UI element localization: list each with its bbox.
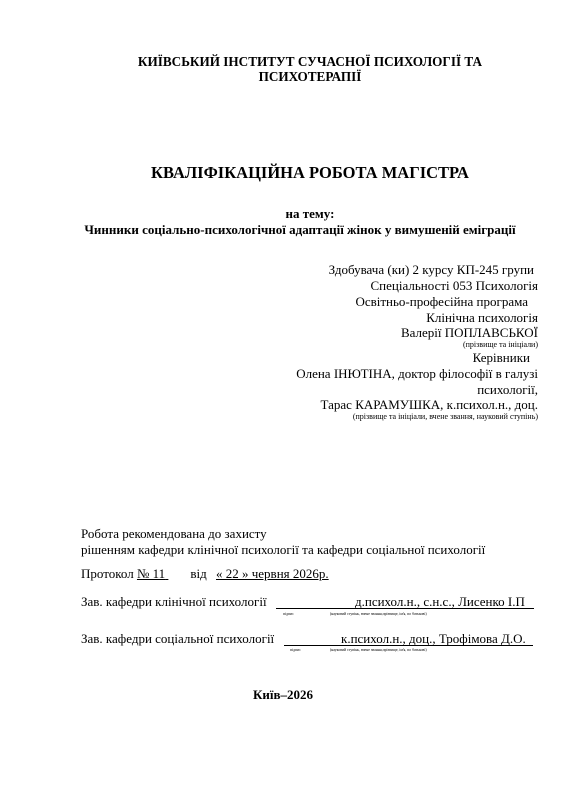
social-sign-note: підпис [290, 648, 301, 652]
supervisor-line-1: Олена ІНЮТІНА, доктор філософії в галузі [296, 366, 538, 381]
student-specialty-line: Спеціальності 053 Психологія [370, 278, 538, 293]
student-name: Валерії ПОПЛАВСЬКОЇ [400, 325, 538, 340]
recommendation-line-2: рішенням кафедри клінічної психології та кафедри соціальної психології [81, 542, 486, 557]
recommendation-line-1: Робота рекомендована до захисту [81, 526, 267, 541]
social-head-label: Зав. кафедри соціальної психології [81, 631, 275, 646]
clinical-rank-note: (науковий ступінь, вчене звання,прізвище, ім'я, по батькові) [330, 612, 427, 616]
institute-name: КИЇВСЬКИЙ ІНСТИТУТ СУЧАСНОЇ ПСИХОЛОГІЇ ТА ПСИХОТЕРАПІЇ [137, 54, 483, 84]
topic-label: на тему: [285, 206, 335, 221]
protocol-number: № 11 [136, 566, 166, 581]
student-course-line: Здобувача (ки) 2 курсу КП-245 групи [328, 262, 534, 277]
protocol-line [81, 566, 329, 582]
social-rank-note: (науковий ступінь, вчене звання,прізвище, ім'я, по батькові) [330, 648, 427, 652]
supervisor-line-3: Тарас КАРАМУШКА, к.психол.н., доц. [320, 397, 538, 412]
footer-city-year: Київ–2026 [252, 687, 314, 702]
document-title: КВАЛІФІКАЦІЙНА РОБОТА МАГІСТРА [151, 163, 469, 182]
protocol-label: Протокол [81, 566, 134, 581]
clinical-head-value: д.психол.н., с.н.с., Лисенко І.П [355, 594, 525, 609]
supervisors-label: Керівники [472, 350, 530, 365]
protocol-date: « 22 » червня 2026р. [216, 566, 329, 581]
supervisors-note: (прізвище та ініціали, вчене звання, науковий ступінь) [352, 412, 538, 421]
student-name-note: (прізвище та ініціали) [462, 340, 538, 349]
protocol-from: від [190, 566, 207, 581]
topic-text: Чинники соціально-психологічної адаптації жінок у вимушеній еміграції [84, 222, 516, 237]
student-program-name: Клінічна психологія [426, 310, 538, 325]
protocol-number-blank [165, 566, 179, 582]
supervisor-line-2: психології, [477, 382, 538, 397]
clinical-sign-note: підпис [283, 612, 294, 616]
student-program-line: Освітньо-професійна програма [355, 294, 528, 309]
clinical-head-label: Зав. кафедри клінічної психології [81, 594, 267, 609]
social-head-value: к.психол.н., доц., Трофімова Д.О. [341, 631, 526, 646]
